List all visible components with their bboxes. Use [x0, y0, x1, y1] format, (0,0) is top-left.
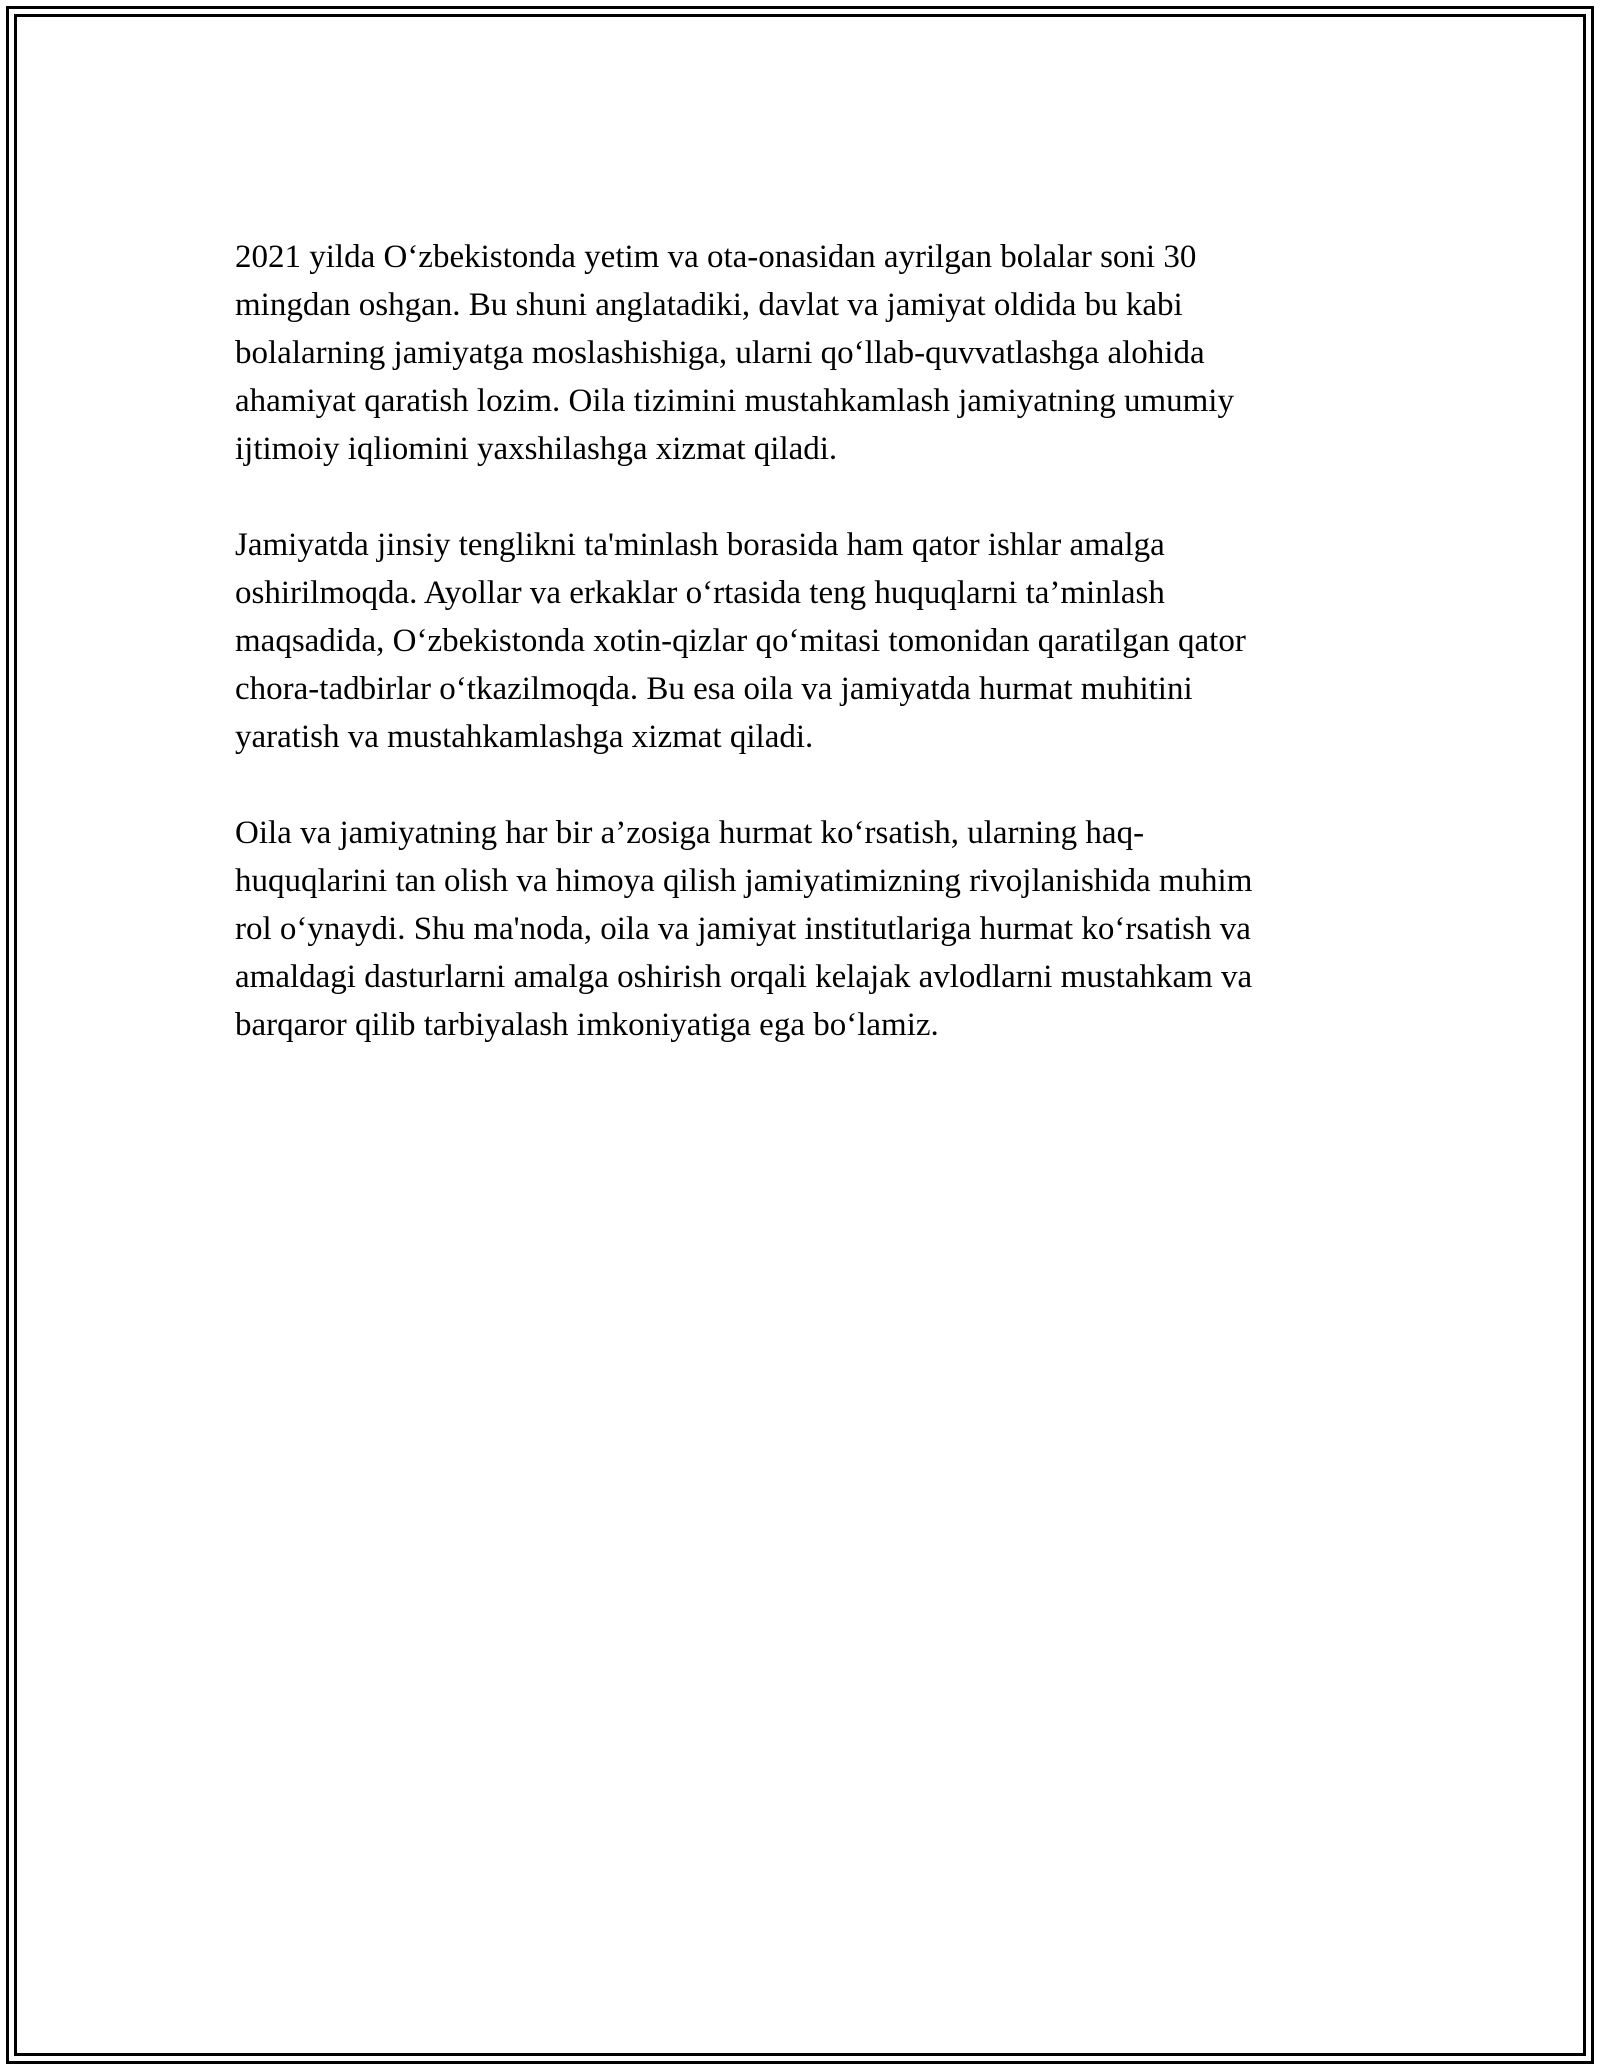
- paragraph-1: [235, 233, 1375, 473]
- paragraph-line: Jamiyatda jinsiy tenglikni ta'minlash borasida ham qator ishlar amalga: [235, 527, 1165, 563]
- paragraph-line: 2021 yilda O‘zbekistonda yetim va ota-onasidan ayrilgan bolalar soni 30: [235, 239, 1197, 275]
- paragraph-line: bolalarning jamiyatga moslashishiga, ularni qo‘llab-quvvatlashga alohida: [235, 335, 1205, 371]
- paragraph-line: chora-tadbirlar o‘tkazilmoqda. Bu esa oila va jamiyatda hurmat muhitini: [235, 671, 1193, 707]
- paragraph-2: [235, 521, 1375, 761]
- paragraph-line: ahamiyat qaratish lozim. Oila tizimini mustahkamlash jamiyatning umumiy: [235, 383, 1234, 419]
- paragraph-line: mingdan oshgan. Bu shuni anglatadiki, davlat va jamiyat oldida bu kabi: [235, 287, 1183, 323]
- paragraph-line: maqsadida, O‘zbekistonda xotin-qizlar qo‘mitasi tomonidan qaratilgan qator: [235, 623, 1246, 659]
- paragraph-line: ijtimoiy iqliomini yaxshilashga xizmat qiladi.: [235, 431, 838, 467]
- paragraph-line: barqaror qilib tarbiyalash imkoniyatiga ega bo‘lamiz.: [235, 1007, 939, 1043]
- document-body: [235, 233, 1375, 1097]
- paragraph-line: amaldagi dasturlarni amalga oshirish orqali kelajak avlodlarni mustahkam va: [235, 959, 1253, 995]
- paragraph-line: huquqlarini tan olish va himoya qilish jamiyatimizning rivojlanishida muhim: [235, 863, 1253, 899]
- paragraph-line: Oila va jamiyatning har bir a’zosiga hurmat ko‘rsatish, ularning haq-: [235, 815, 1145, 851]
- paragraph-line: rol o‘ynaydi. Shu ma'noda, oila va jamiyat institutlariga hurmat ko‘rsatish va: [235, 911, 1251, 947]
- paragraph-3: [235, 809, 1375, 1049]
- paragraph-line: oshirilmoqda. Ayollar va erkaklar o‘rtasida teng huquqlarni ta’minlash: [235, 575, 1165, 611]
- paragraph-line: yaratish va mustahkamlashga xizmat qiladi.: [235, 719, 814, 755]
